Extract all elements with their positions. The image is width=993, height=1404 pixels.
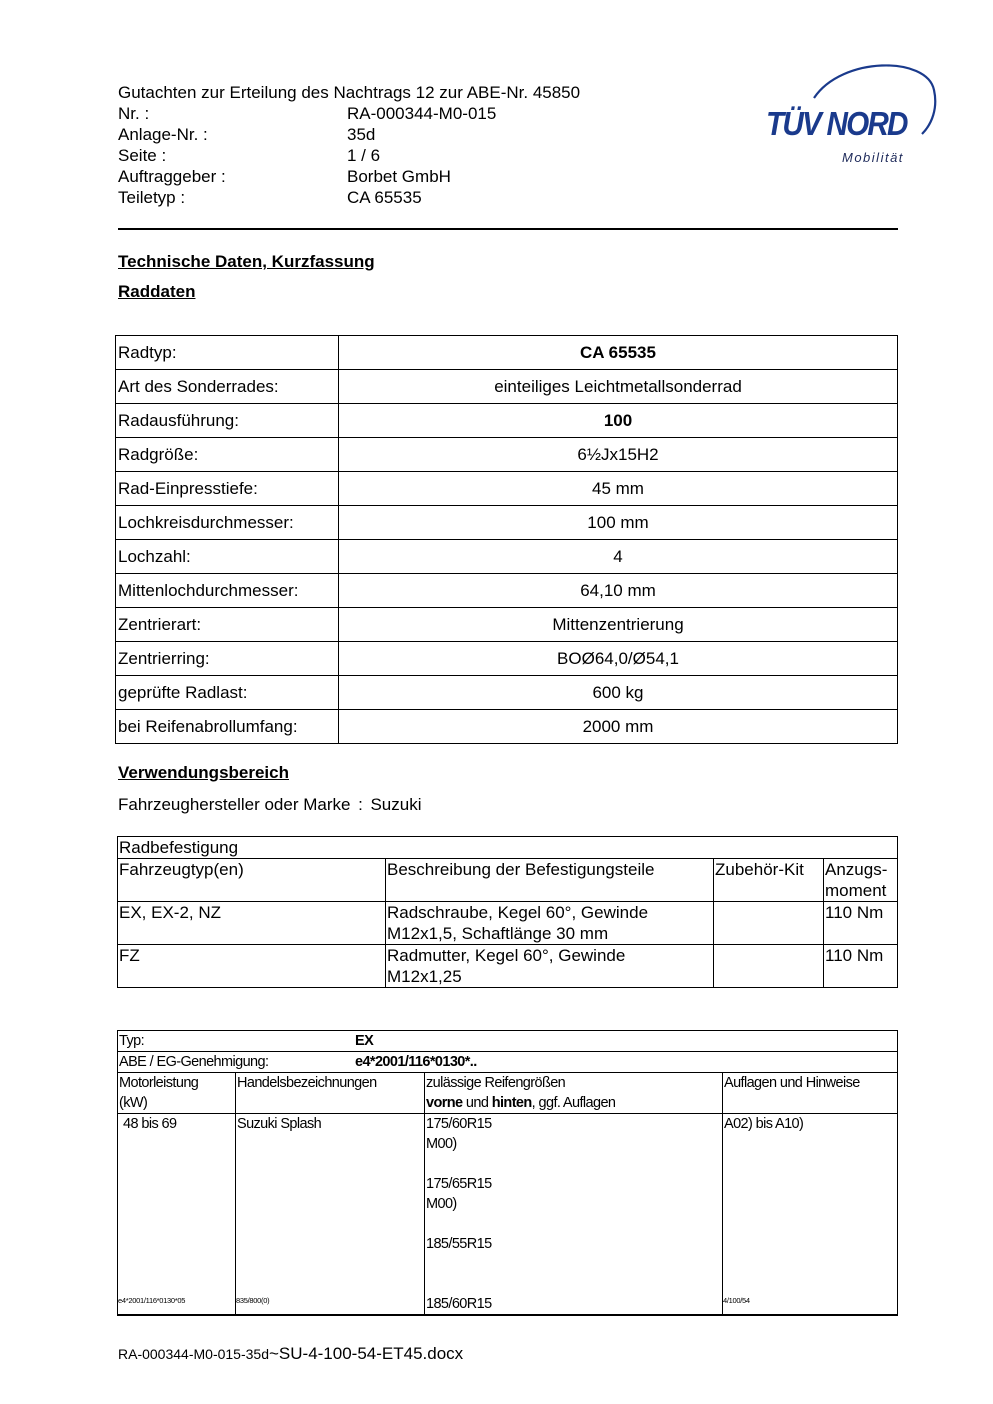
tire-size: 175/65R15 [426, 1176, 492, 1192]
table-row [116, 370, 898, 404]
heading-raddaten: Raddaten [118, 282, 196, 301]
table-row [116, 404, 898, 438]
table-row [118, 1114, 898, 1316]
header-row-teiletyp [118, 187, 580, 208]
row-label: Zentrierart: [116, 608, 339, 642]
header-value: 35d [347, 125, 376, 144]
table-row [116, 574, 898, 608]
cell-kit [714, 945, 824, 988]
table-foot-left: e4*2001/116*0130*05 [118, 1296, 186, 1305]
page-footer [118, 1344, 463, 1364]
row-value: einteiliges Leichtmetallsonderrad [339, 370, 898, 404]
header-value: RA-000344-M0-015 [347, 104, 497, 123]
column-header: Fahrzeugtyp(en) [118, 859, 386, 902]
cell-kw: 48 bis 69 [118, 1114, 236, 1316]
typ-value: EX [355, 1033, 374, 1049]
desc-line: M12x1,5, Schaftlänge 30 mm [387, 924, 609, 943]
table-row [118, 945, 898, 988]
table-header-row [118, 859, 898, 902]
tire-note: M00) [426, 1196, 457, 1212]
abe-label: ABE / EG-Genehmigung: [119, 1054, 269, 1070]
header-bold: hinten [491, 1095, 532, 1111]
cell-torque: 110 Nm [824, 945, 898, 988]
column-header-motor [118, 1073, 236, 1114]
table-foot-right: 4/100/54 [723, 1296, 750, 1305]
table-row [116, 438, 898, 472]
row-value: 6½Jx15H2 [339, 438, 898, 472]
header-line [426, 1093, 721, 1113]
document-title: Gutachten zur Erteilung des Nachtrags 12 zur ABE-Nr. 45850 [118, 83, 581, 102]
abe-row [118, 1052, 898, 1073]
table-foot-mid: 835/800(0) [236, 1296, 270, 1305]
abe-value: e4*2001/116*0130*.. [355, 1054, 477, 1070]
heading-verwendungsbereich: Verwendungsbereich [118, 763, 289, 782]
logo-wordmark: TÜV NORD [766, 105, 907, 142]
table-row [118, 837, 898, 859]
row-value: BOØ64,0/Ø54,1 [339, 642, 898, 676]
radbefestigung-table [117, 836, 898, 988]
table-row [116, 608, 898, 642]
row-label: bei Reifenabrollumfang: [116, 710, 339, 744]
row-value: 4 [339, 540, 898, 574]
row-label: Zentrierring: [116, 642, 339, 676]
header-value: Borbet GmbH [347, 167, 451, 186]
spacer [426, 1214, 721, 1234]
cell-types: FZ [118, 945, 386, 988]
header-row-anlage [118, 124, 580, 145]
spacer [426, 1154, 721, 1174]
spacer [426, 1274, 721, 1294]
column-header-torque [824, 859, 898, 902]
tire-size: 185/60R15 [426, 1296, 492, 1312]
footer-filename: ~SU-4-100-54-ET45.docx [268, 1344, 464, 1363]
footer-doc-id: RA-000344-M0-015-35d [118, 1346, 269, 1362]
header-label: Seite : [118, 146, 167, 165]
tire-size: 185/55R15 [426, 1236, 492, 1252]
table-row [116, 710, 898, 744]
document-header [118, 82, 580, 208]
tire-size: 175/60R15 [426, 1116, 492, 1132]
tuev-nord-logo [762, 58, 942, 170]
table-row [118, 1031, 898, 1052]
table-row [116, 676, 898, 710]
header-value: 1 / 6 [347, 146, 381, 165]
maker-separator: : [358, 795, 363, 814]
table-row [116, 506, 898, 540]
cell-types: EX, EX-2, NZ [118, 902, 386, 945]
column-header-reifen [425, 1073, 723, 1114]
row-value: 64,10 mm [339, 574, 898, 608]
header-label: Anlage-Nr. : [118, 125, 208, 144]
column-header: Zubehör-Kit [714, 859, 824, 902]
header-divider [118, 228, 898, 230]
row-label: Lochkreisdurchmesser: [116, 506, 339, 540]
header-value: CA 65535 [347, 188, 422, 207]
column-header-handel: Handelsbezeichnungen [236, 1073, 425, 1114]
header-line: moment [825, 881, 887, 900]
header-label: Auftraggeber : [118, 167, 226, 186]
maker-value: Suzuki [370, 795, 422, 814]
row-label: Rad-Einpresstiefe: [116, 472, 339, 506]
row-label: geprüfte Radlast: [116, 676, 339, 710]
header-line: Motorleistung [119, 1075, 199, 1091]
cell-kit [714, 902, 824, 945]
row-value: 100 [339, 404, 898, 438]
table-row [116, 336, 898, 370]
table-row [118, 1052, 898, 1073]
logo-subtitle: Mobilität [842, 150, 904, 165]
row-value: 2000 mm [339, 710, 898, 744]
typ-table [117, 1030, 898, 1316]
table-row [116, 642, 898, 676]
table-row [118, 902, 898, 945]
typ-row [118, 1031, 898, 1052]
header-line: zulässige Reifengrößen [426, 1075, 566, 1091]
table-row [116, 540, 898, 574]
spacer [426, 1254, 721, 1274]
header-row-seite [118, 145, 580, 166]
heading-technische-daten: Technische Daten, Kurzfassung [118, 252, 375, 271]
maker-label: Fahrzeughersteller oder Marke [118, 795, 351, 814]
header-label: Nr. : [118, 104, 150, 123]
desc-line: M12x1,25 [387, 967, 462, 986]
row-value: Mittenzentrierung [339, 608, 898, 642]
column-header: Beschreibung der Befestigungsteile [386, 859, 714, 902]
row-label: Radtyp: [116, 336, 339, 370]
row-value: 45 mm [339, 472, 898, 506]
row-label: Radausführung: [116, 404, 339, 438]
tire-note: M00) [426, 1136, 457, 1152]
raddaten-table [115, 335, 898, 744]
cell-tires [425, 1114, 723, 1316]
table-header-row [118, 1073, 898, 1114]
row-value: CA 65535 [339, 336, 898, 370]
row-value: 600 kg [339, 676, 898, 710]
header-row-nr [118, 103, 580, 124]
cell-auflagen: A02) bis A10) [723, 1114, 898, 1316]
column-header-auflagen: Auflagen und Hinweise [723, 1073, 898, 1114]
header-label: Teiletyp : [118, 188, 186, 207]
vehicle-maker-line [118, 795, 421, 815]
table-title: Radbefestigung [118, 837, 898, 859]
cell-torque: 110 Nm [824, 902, 898, 945]
header-text: , ggf. Auflagen [531, 1095, 616, 1111]
header-line: Anzugs- [825, 860, 888, 879]
row-value: 100 mm [339, 506, 898, 540]
header-row-auftraggeber [118, 166, 580, 187]
desc-line: Radschraube, Kegel 60°, Gewinde [387, 903, 649, 922]
typ-label: Typ: [119, 1033, 144, 1049]
desc-line: Radmutter, Kegel 60°, Gewinde [387, 946, 626, 965]
cell-description [386, 902, 714, 945]
cell-handel: Suzuki Splash [236, 1114, 425, 1316]
row-label: Mittenlochdurchmesser: [116, 574, 339, 608]
row-label: Art des Sonderrades: [116, 370, 339, 404]
table-row [116, 472, 898, 506]
header-bold: vorne [426, 1095, 463, 1111]
header-text: und [462, 1095, 492, 1111]
row-label: Radgröße: [116, 438, 339, 472]
header-line: (kW) [119, 1095, 148, 1111]
row-label: Lochzahl: [116, 540, 339, 574]
cell-description [386, 945, 714, 988]
